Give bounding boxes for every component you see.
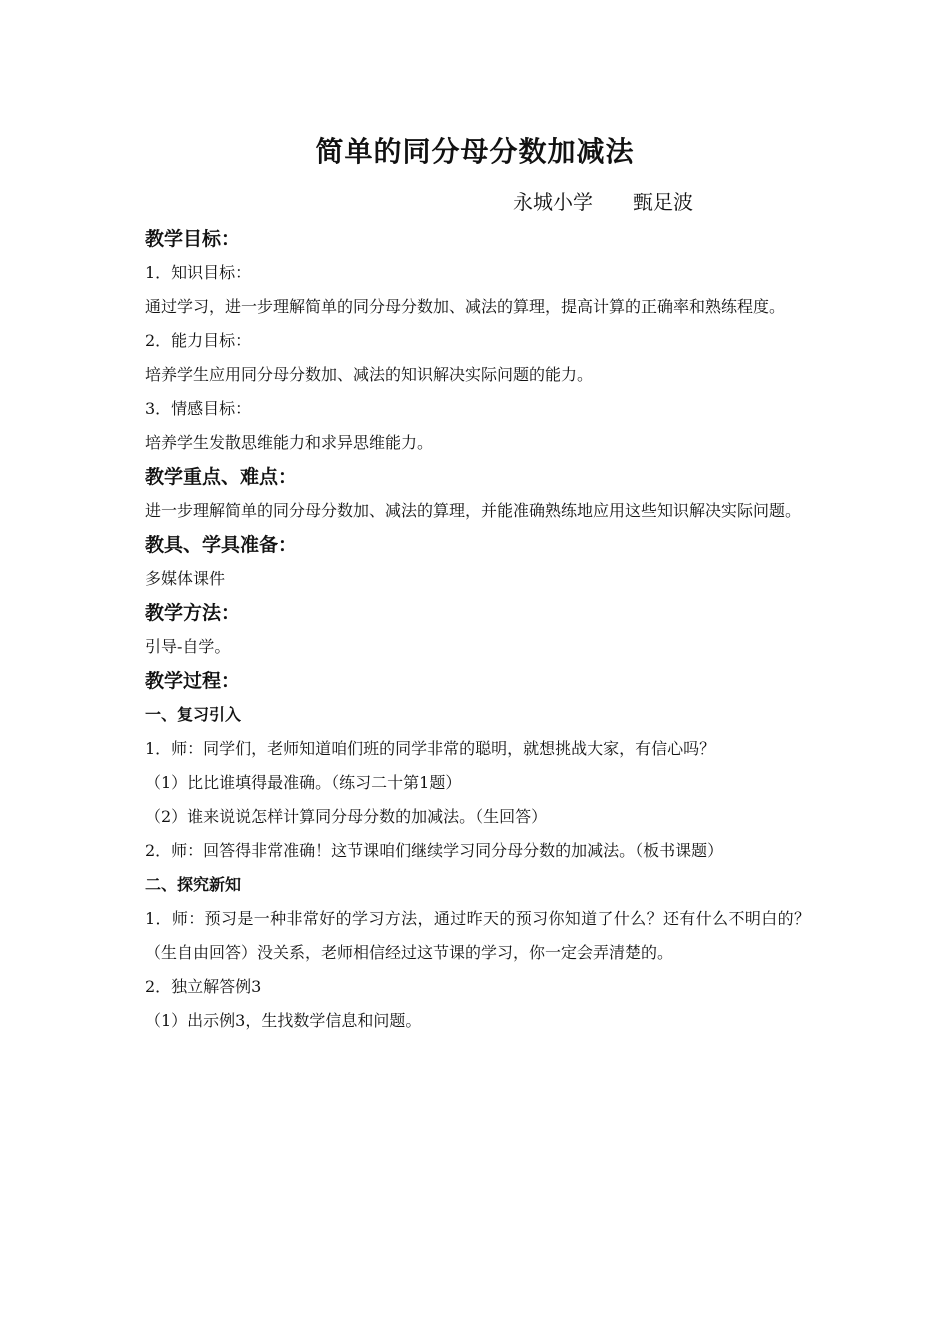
objectives-heading: 教学目标：: [145, 228, 241, 250]
key-points-heading: 教学重点、难点：: [145, 466, 298, 488]
explore-item-2a: （1）出示例3，生找数学信息和问题。: [145, 1011, 422, 1030]
review-item-1a: （1）比比谁填得最准确。（练习二十第1题）: [145, 773, 462, 792]
ability-objective-label: 2．能力目标：: [145, 331, 252, 350]
review-item-2: 2．师：回答得非常准确！这节课咱们继续学习同分母分数的加减法。（板书课题）: [145, 841, 724, 860]
ability-objective-text: 培养学生应用同分母分数加、减法的知识解决实际问题的能力。: [145, 365, 594, 384]
emotion-objective-text: 培养学生发散思维能力和求异思维能力。: [145, 433, 434, 452]
emotion-objective-label: 3．情感目标：: [145, 399, 252, 418]
review-item-1b: （2）谁来说说怎样计算同分母分数的加减法。（生回答）: [145, 807, 548, 826]
method-heading: 教学方法：: [145, 602, 241, 624]
explore-heading: 二、探究新知: [145, 875, 242, 894]
knowledge-objective-label: 1．知识目标：: [145, 263, 252, 282]
process-heading: 教学过程：: [145, 670, 241, 692]
document-title: 简单的同分母分数加减法: [315, 135, 635, 168]
method-text: 引导-自学。: [145, 637, 231, 656]
key-points-text: 进一步理解简单的同分母分数加、减法的算理，并能准确熟练地应用这些知识解决实际问题。: [145, 501, 802, 520]
author-line: 永城小学 甄足波: [513, 190, 693, 214]
explore-item-2: 2．独立解答例3: [145, 977, 262, 996]
review-item-1: 1．师：同学们，老师知道咱们班的同学非常的聪明，就想挑战大家，有信心吗？: [145, 739, 716, 758]
review-heading: 一、复习引入: [145, 705, 242, 724]
explore-item-1: 1．师：预习是一种非常好的学习方法，通过昨天的预习你知道了什么？还有什么不明白的？（生自由回答）没关系，老师相信经过这节课的学习，你一定会弄清楚的。: [145, 909, 810, 962]
document-body: [145, 222, 810, 1038]
tools-heading: 教具、学具准备：: [145, 534, 298, 556]
knowledge-objective-text: 通过学习，进一步理解简单的同分母分数加、减法的算理，提高计算的正确率和熟练程度。: [145, 297, 786, 316]
tools-text: 多媒体课件: [145, 569, 226, 588]
